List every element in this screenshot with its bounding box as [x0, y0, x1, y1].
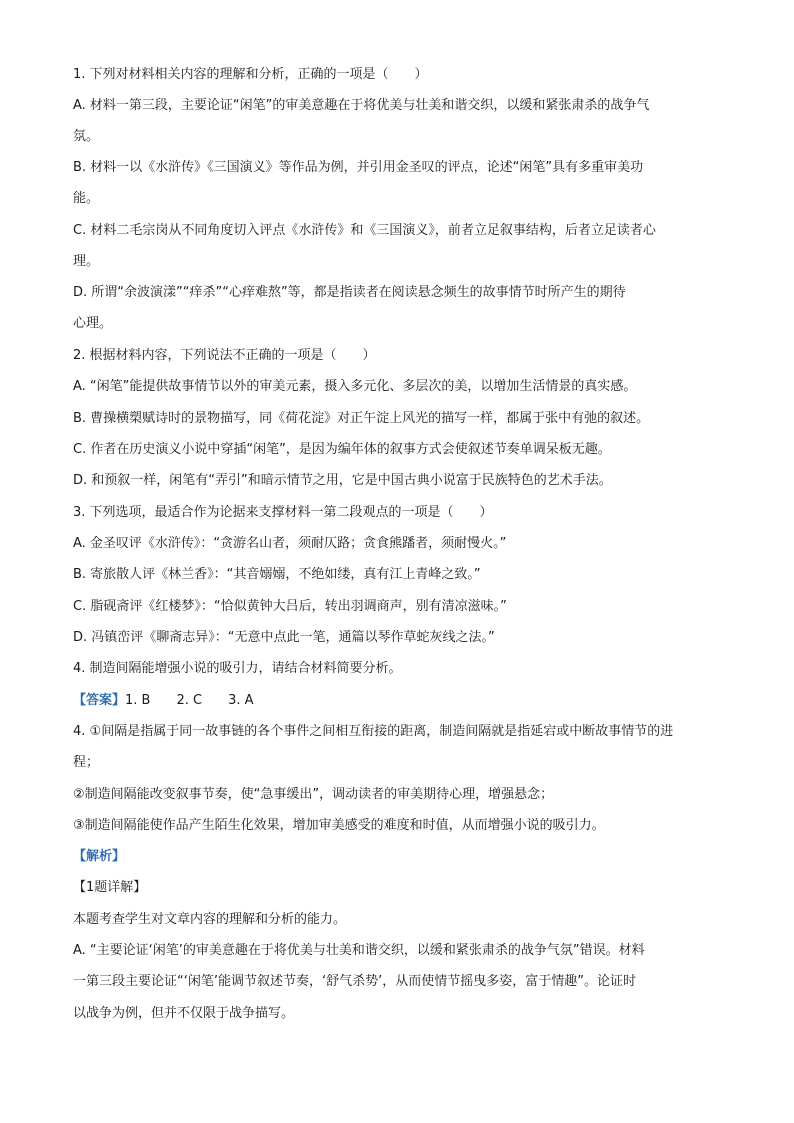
q1-option-d-line1: D. 所谓“余波演漾”“痒杀”“心痒难熬”等，都是指读者在阅读悬念频生的故事情节时所产生的期待	[73, 285, 626, 300]
analysis-q1-intro: 本题考查学生对文章内容的理解和分析的能力。	[73, 912, 347, 927]
q4-stem: 4. 制造间隔能增强小说的吸引力，请结合材料简要分析。	[73, 661, 402, 676]
answer-q4-point2: ②制造间隔能改变叙事节奏，使“急事缓出”，调动读者的审美期待心理，增强悬念；	[73, 787, 554, 802]
q1-option-c-line2: 理。	[73, 254, 100, 269]
q3-option-a: A. 金圣叹评《水浒传》：“贪游名山者，须耐仄路；贪食熊蹯者，须耐慢火。”	[73, 536, 507, 551]
answer-item-2: 2. C	[176, 693, 203, 708]
q1-option-b-line2: 能。	[73, 191, 100, 206]
analysis-q1-line2: 一第三段主要论证“‘闲笔’能调节叙述节奏，‘舒气杀势’，从而使情节摇曳多姿，富于情趣”。论证时	[73, 974, 636, 989]
q1-option-a-line2: 氛。	[73, 129, 100, 144]
q2-option-d: D. 和预叙一样，闲笔有“弄引”和暗示情节之用，它是中国古典小说富于民族特色的艺术手法。	[73, 473, 612, 488]
q1-stem: 1. 下列对材料相关内容的理解和分析，正确的一项是（ ）	[73, 67, 428, 82]
q3-option-c: C. 脂砚斋评《红楼梦》：“恰似黄钟大吕后，转出羽调商声，别有清凉滋味。”	[73, 599, 507, 614]
analysis-q1-heading: 【1题详解】	[73, 880, 147, 895]
answer-q4-line1: 4. ①间隔是指属于同一故事链的各个事件之间相互衔接的距离，制造间隔就是指延宕或中断故事情节的进	[73, 724, 674, 739]
q1-option-a-line1: A. 材料一第三段，主要论证“闲笔”的审美意趣在于将优美与壮美和谐交织，以缓和紧张肃杀的战争气	[73, 98, 650, 113]
q2-option-b: B. 曹操横槊赋诗时的景物描写，同《荷花淀》对正午淀上风光的描写一样，都属于张中有弛的叙述。	[73, 411, 650, 426]
answer-row	[73, 691, 723, 711]
answer-items	[125, 693, 280, 708]
answer-q4-line2: 程；	[73, 755, 100, 770]
analysis-tag: 【解析】	[73, 849, 126, 864]
answer-item-3: 3. A	[228, 693, 254, 708]
q1-option-c-line1: C. 材料二毛宗岗从不同角度切入评点《水浒传》和《三国演义》，前者立足叙事结构，后者立足读者心	[73, 223, 656, 238]
q2-option-a: A. “闲笔”能提供故事情节以外的审美元素，摄入多元化、多层次的美，以增加生活情景的真实感。	[73, 379, 637, 394]
answer-tag: 【答案】	[73, 693, 126, 708]
q3-stem: 3. 下列选项，最适合作为论据来支撑材料一第二段观点的一项是（ ）	[73, 505, 493, 520]
q3-option-d: D. 冯镇峦评《聊斋志异》：“无意中点此一笔，通篇以琴作草蛇灰线之法。”	[73, 630, 495, 645]
q1-option-b-line1: B. 材料一以《水浒传》《三国演义》等作品为例，并引用金圣叹的评点，论述“闲笔”具有多重审美功	[73, 160, 644, 175]
q3-option-b: B. 寄旅散人评《林兰香》：“其音嫋嫋，不绝如缕，真有江上青峰之致。”	[73, 567, 481, 582]
analysis-q1-line1: A. “主要论证‘闲笔’的审美意趣在于将优美与壮美和谐交织，以缓和紧张肃杀的战争气氛”错误。材料	[73, 943, 645, 958]
answer-q4-point3: ③制造间隔能使作品产生陌生化效果，增加审美感受的难度和时值，从而增强小说的吸引力。	[73, 818, 605, 833]
analysis-q1-line3: 以战争为例，但并不仅限于战争描写。	[73, 1006, 295, 1021]
q1-option-d-line2: 心理。	[73, 316, 113, 331]
q2-stem: 2. 根据材料内容，下列说法不正确的一项是（ ）	[73, 348, 376, 363]
answer-item-1: 1. B	[125, 693, 151, 708]
q2-option-c: C. 作者在历史演义小说中穿插“闲笔”，是因为编年体的叙事方式会使叙述节奏单调呆板无趣。	[73, 442, 611, 457]
